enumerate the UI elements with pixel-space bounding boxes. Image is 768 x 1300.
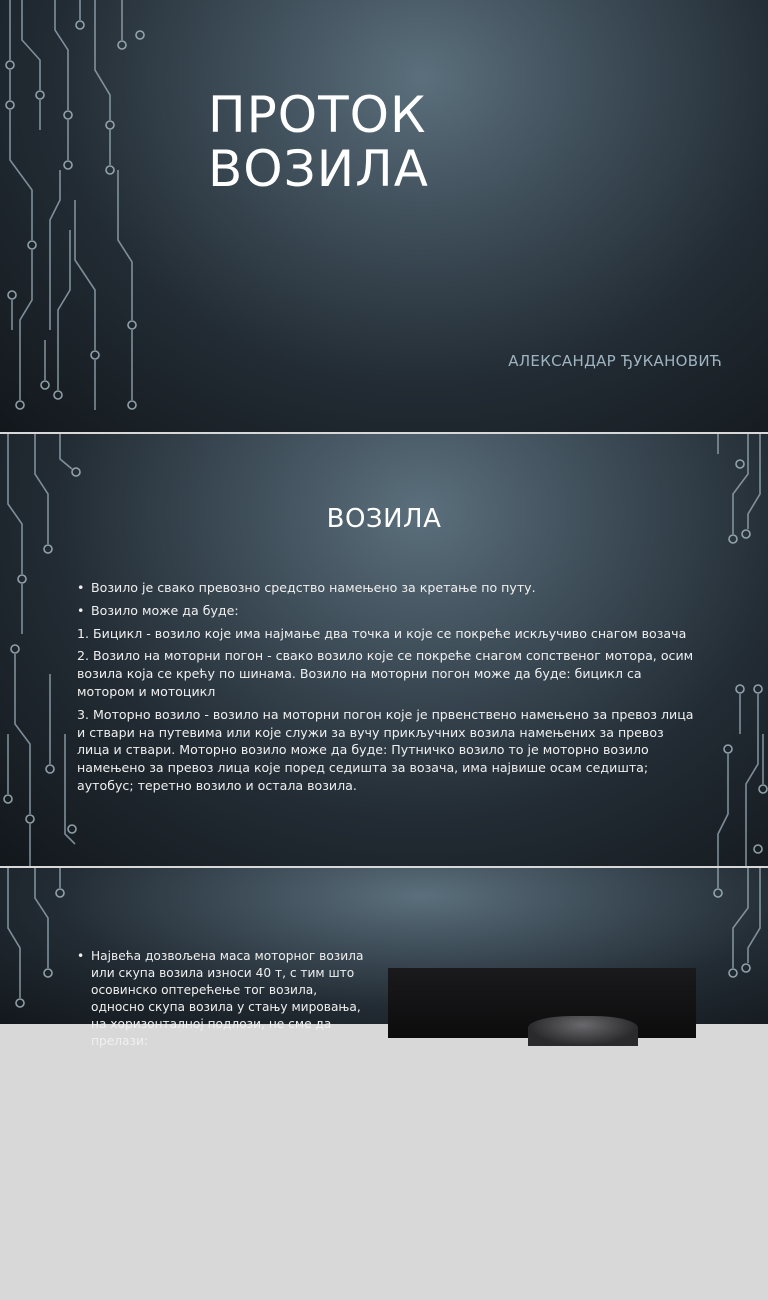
circuit-decoration-left <box>0 868 150 1300</box>
title-slide[interactable] <box>0 0 768 432</box>
paragraph-1: • Возило је свако превозно средство намењено за кретање по путу. <box>77 579 695 597</box>
author-name: АЛЕКСАНДАР ЂУКАНОВИЋ <box>508 352 722 370</box>
slide-body <box>77 948 367 1050</box>
car-image <box>528 1016 638 1046</box>
slide-body <box>77 579 695 800</box>
paragraph-1: • Највећа дозвољена маса моторног возила или скупа возила износи 40 т, с тим што осовинско оптерећење тог возила, односно скупа возила у стању мировања, на хоризонталној подлози, не сме да прелази: <box>77 948 367 1050</box>
paragraph-5: 3. Моторно возило - возило на моторни погон које је првенствено намењено за превоз лица и ствари на путевима или које служи за вучу прикључних возила намењених за превоз лица и ствари. Моторно возило може да буде: Путничко возило то је моторно возило намењено за превоз лица које поред седишта за возача, има највише осам седишта; аутобус; теретно возило и остала возила. <box>77 706 694 793</box>
vehicle-photo <box>388 968 696 1038</box>
title-line-2: ВОЗИЛА <box>208 140 429 198</box>
content-slide-vehicles[interactable] <box>0 434 768 866</box>
title-line-1: ПРОТОК <box>208 86 427 144</box>
presentation-title <box>208 88 429 196</box>
slide-title: ВОЗИЛА <box>326 504 442 534</box>
content-slide-mass[interactable] <box>0 868 768 1048</box>
paragraph-3: 1. Бицикл - возило које има најмање два точка и које се покреће искључиво снагом возача <box>77 625 687 641</box>
circuit-decoration-right <box>618 868 768 1300</box>
circuit-decoration-left <box>0 0 150 432</box>
paragraph-4: 2. Возило на моторни погон - свако возило које се покреће снагом сопственог мотора, осим возила која се крећу по шинама. Возило на моторни погон може да буде: бицикл са мотором и мотоцикл <box>77 648 694 699</box>
paragraph-2: • Возило може да буде: <box>77 602 695 620</box>
